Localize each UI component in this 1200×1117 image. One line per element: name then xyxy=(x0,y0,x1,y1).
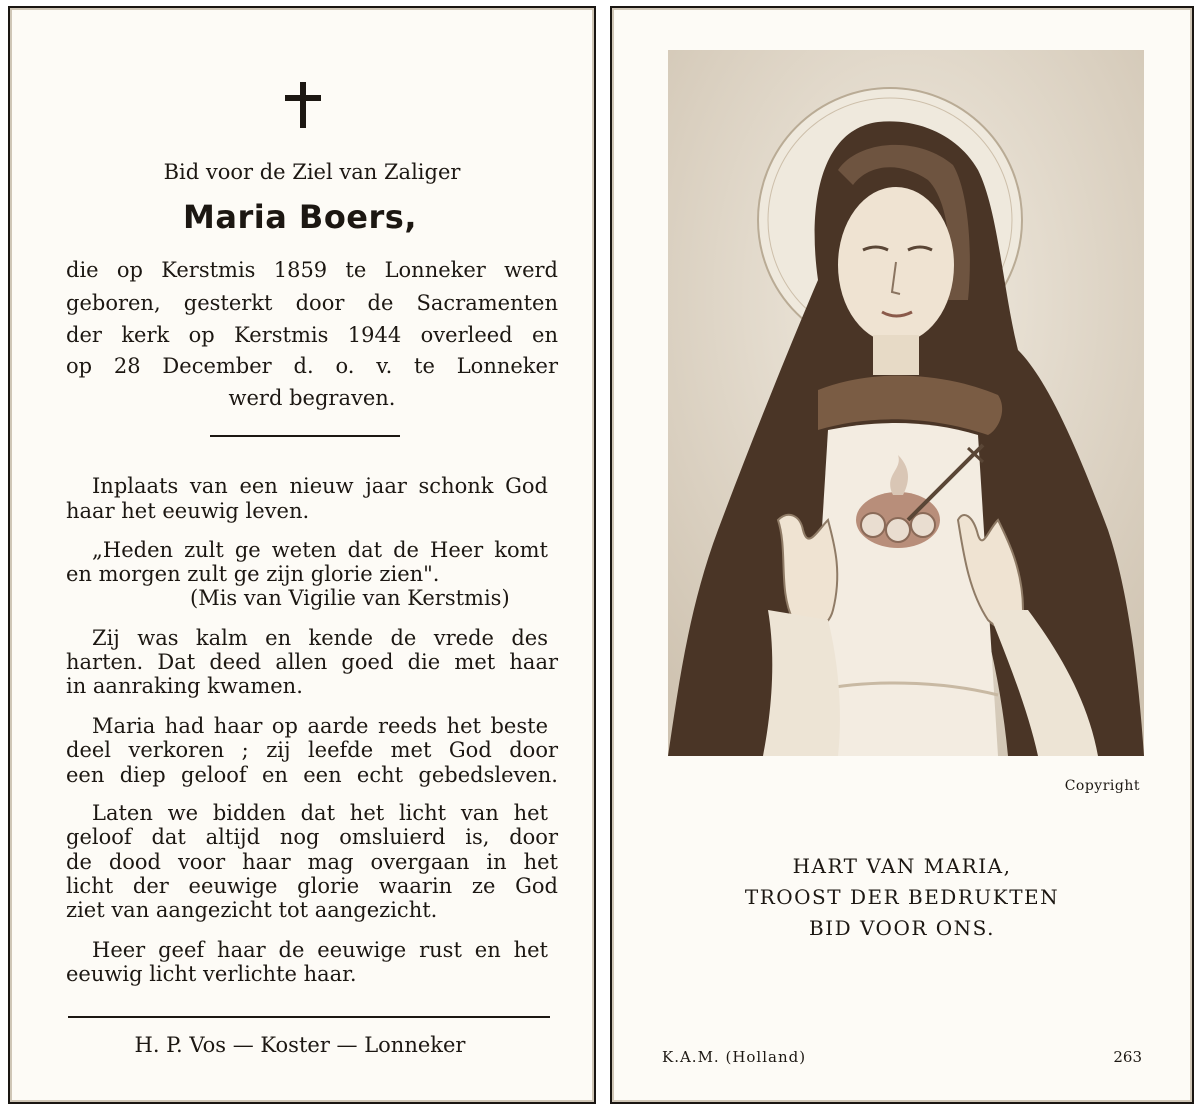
paragraph-line: Zij was kalm en kende de vrede des xyxy=(92,626,548,650)
bio-line: die op Kerstmis 1859 te Lonneker werd xyxy=(66,258,558,282)
paragraph-line: eeuwig licht verlichte haar. xyxy=(66,962,357,986)
bio-line: werd begraven. xyxy=(228,386,396,410)
quote-line: „Heden zult ge weten dat de Heer komt xyxy=(92,538,548,562)
paragraph-line: Maria had haar op aarde reeds het beste xyxy=(92,714,548,738)
bio-line: der kerk op Kerstmis 1944 overleed en xyxy=(66,323,558,347)
paragraph-line: de dood voor haar mag overgaan in het xyxy=(66,850,558,874)
invocation-line: TROOST DER BEDRUKTEN xyxy=(744,885,1060,909)
paragraph-line: Laten we bidden dat het licht van het xyxy=(92,801,548,825)
footer-divider xyxy=(68,1016,550,1018)
paragraph-line: geloof dat altijd nog omsluierd is, door xyxy=(66,825,558,849)
bio-line: geboren, gesterkt door de Sacramenten xyxy=(66,291,558,315)
intro-line: Bid voor de Ziel van Zaliger xyxy=(163,160,461,184)
paragraph-line: Inplaats van een nieuw jaar schonk God xyxy=(92,474,548,498)
invocation-line: HART VAN MARIA, xyxy=(792,854,1012,878)
memorial-card-text-side xyxy=(8,6,596,1104)
invocation-line: BID VOOR ONS. xyxy=(808,916,996,940)
copyright-label: Copyright xyxy=(1064,778,1140,794)
paragraph-line: Heer geef haar de eeuwige rust en het xyxy=(92,938,548,962)
paragraph-line: ziet van aangezicht tot aangezicht. xyxy=(66,898,438,922)
paragraph-line: haar het eeuwig leven. xyxy=(66,499,310,523)
sacred-heart-image xyxy=(668,50,1144,756)
divider xyxy=(210,435,400,437)
quote-line: en morgen zult ge zijn glorie zien". xyxy=(66,562,440,586)
publisher-label: K.A.M. (Holland) xyxy=(662,1048,807,1066)
paragraph-line: licht der eeuwige glorie waarin ze God xyxy=(66,874,558,898)
printer-line: H. P. Vos — Koster — Lonneker xyxy=(134,1033,466,1057)
memorial-card-image-side xyxy=(610,6,1194,1104)
quote-source: (Mis van Vigilie van Kerstmis) xyxy=(190,586,510,610)
card-number: 263 xyxy=(1113,1048,1142,1066)
paragraph-line: deel verkoren ; zij leefde met God door xyxy=(66,738,558,762)
paragraph-line: harten. Dat deed allen goed die met haar xyxy=(66,650,558,674)
deceased-name: Maria Boers, xyxy=(183,198,417,236)
bio-line: op 28 December d. o. v. te Lonneker xyxy=(66,354,558,378)
cross-icon xyxy=(285,82,321,128)
paragraph-line: in aanraking kwamen. xyxy=(66,674,303,698)
paragraph-line: een diep geloof en een echt gebedsleven. xyxy=(66,763,558,787)
